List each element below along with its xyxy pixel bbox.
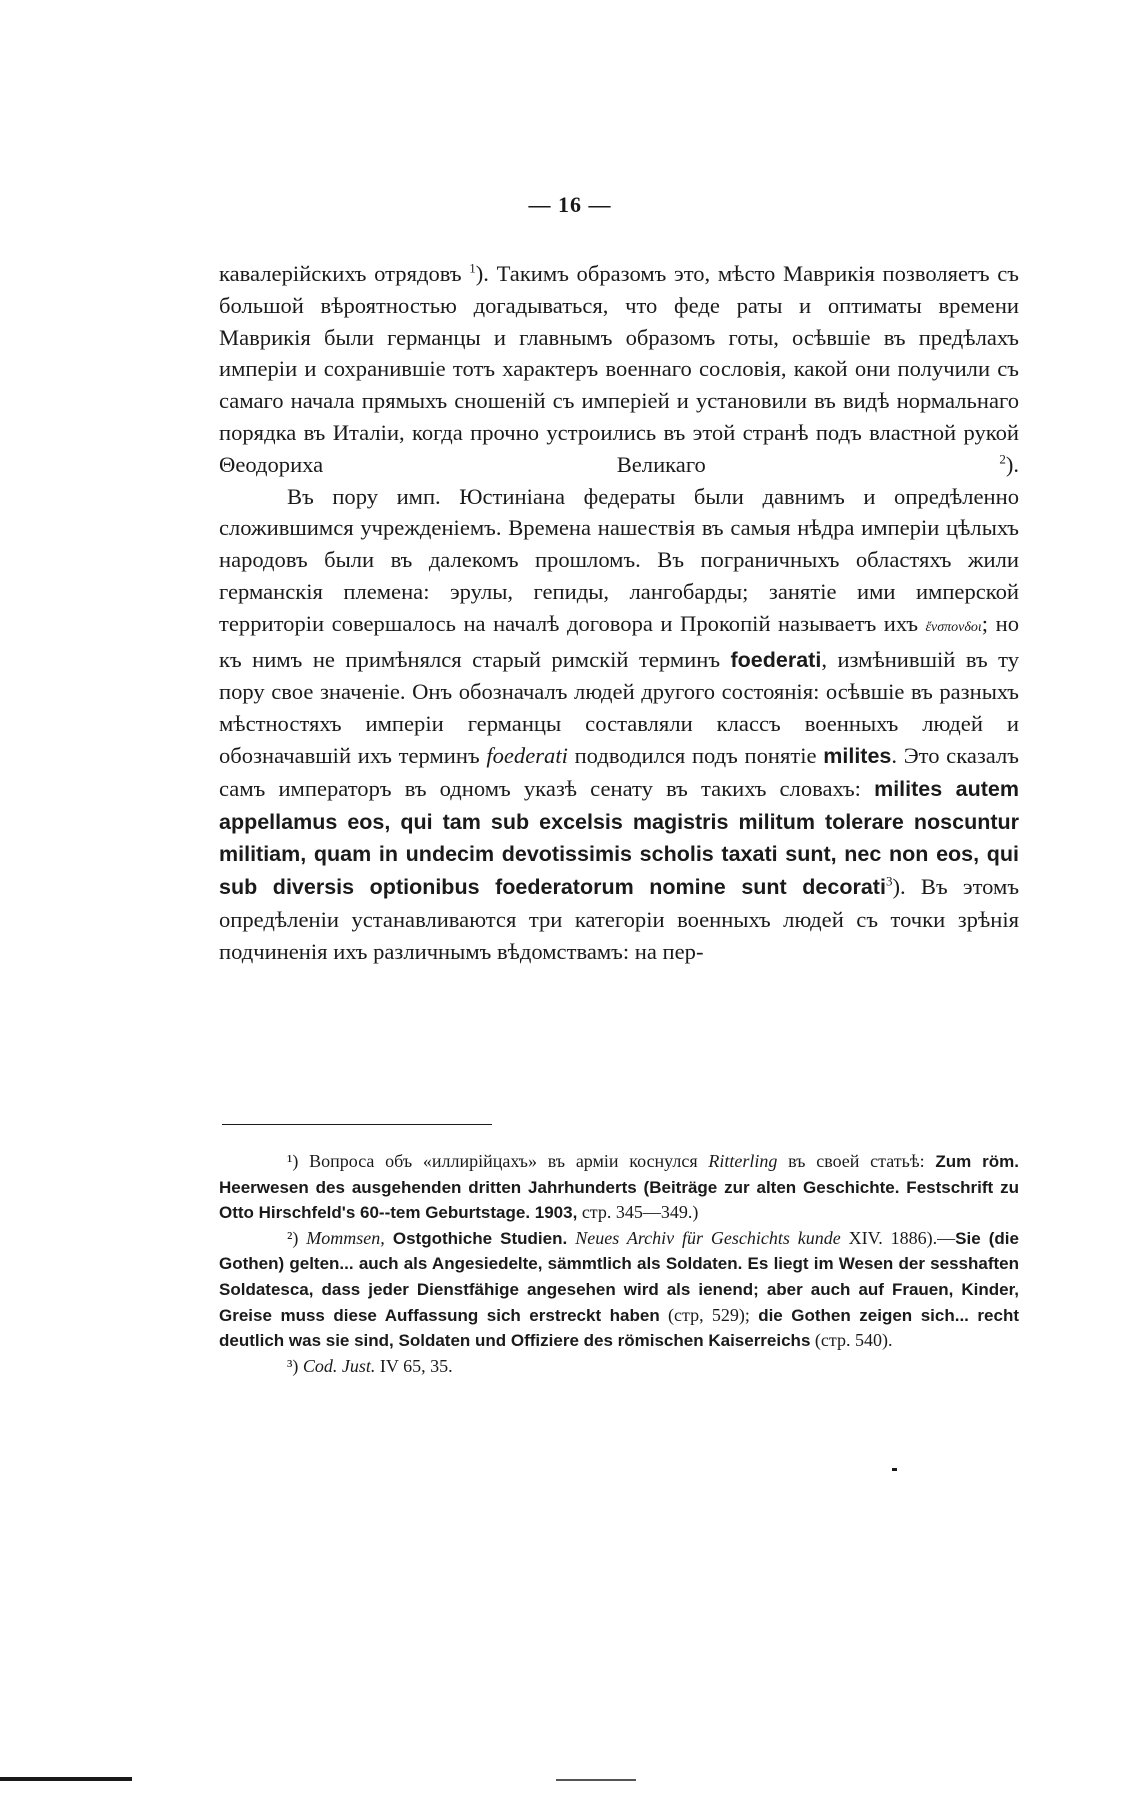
footnotes (219, 1149, 1019, 1378)
text-run: кавалерійскихъ отрядовъ (219, 261, 470, 286)
text-run: ; но къ нимъ не примѣнялся старый римскій терминъ (219, 610, 1019, 672)
text-run: ). Въ этомъ опредѣленіи устанавливаются три категоріи военныхъ людей съ точки зрѣнія подчиненія ихъ различнымъ вѣдомствамъ: на пер- (219, 874, 1020, 964)
text-run: . Это сказалъ самъ императоръ въ одномъ указѣ сенату въ такихъ словахъ: (219, 742, 1019, 801)
latin-text: Ostgothiche Studien. (384, 1228, 576, 1248)
footnote-ref: 3 (885, 873, 893, 889)
footnote-1 (219, 1149, 1019, 1226)
latin-text: Sie (die Gothen) gelten... auch als Angesiedelte, sämmtlich als Soldaten. Es liegt im Wesen der sesshaften Soldatesca, dass jeder Dienstfähige angesehen wird als ienend; aber auch auf Frauen, Kinder, Greise muss diese Auffassung sich erstreckt haben (219, 1228, 1019, 1325)
text-run: XIV. 1886).— (840, 1227, 956, 1248)
text-run: ). (1005, 451, 1019, 477)
text-run: IV 65, 35. (375, 1355, 453, 1376)
text-run: ). Такимъ образомъ это, мѣсто Маврикія позволяетъ съ большой вѣроятностью догадываться, что феде раты и оптиматы времени Маврикія были германцы и главнымъ образомъ готы, осѣвшіе въ предѣлахъ имперіи и сохранившіе тотъ характеръ военнаго сословія, какой они получили съ самаго начала прямыхъ сношеній съ имперіей и установили въ видѣ нормальнаго порядка въ Италіи, когда прочно устроились въ этой странѣ подъ властной рукой Θеодориха Великаго (219, 261, 1019, 477)
text-run: (стр, 529); (659, 1304, 759, 1325)
italic-text: foederati (486, 742, 568, 768)
text-run: Въ пору имп. Юстиніана федераты были давнимъ и опредѣленно сложившимся учрежденіемъ. Времена нашествія въ самыя нѣдра имперіи цѣлыхъ народовъ были въ далекомъ прошломъ. Въ пограничныхъ областяхъ жили германскія племена: эрулы, гепиды, лангобарды; занятіе ими имперской территоріи совершалось на началѣ договора и Прокопій называетъ ихъ (219, 483, 1019, 636)
text-run: стр. 345—349.) (577, 1202, 699, 1223)
paragraph-1 (219, 258, 1019, 481)
text-run: (стр. 540). (810, 1330, 893, 1351)
latin-text: milites autem appellamus eos, qui tam sub excelsis magistris militum tolerare noscuntur militiam, quam in undecim devotissimis scholis taxati sunt, nec non eos, qui sub diversis optionibus foederatorum nomine sunt decorati (219, 776, 1019, 900)
text-run: въ своей статьѣ: (777, 1151, 936, 1171)
paragraph-2 (219, 481, 1019, 968)
footnote-separator (222, 1124, 492, 1125)
text-run: ²) (287, 1227, 307, 1248)
latin-text: Zum röm. Heerwesen des ausgehenden dritten Jahrhunderts (Beiträge zur alten Geschichte. Festschrift zu Otto Hirschfeld's 60--tem Geburtstage. 1903, (219, 1152, 1020, 1223)
main-text (219, 258, 1019, 968)
italic-text: Cod. Just. (302, 1355, 376, 1376)
text-run: ³) (287, 1355, 303, 1376)
footnote-ref: 1 (469, 260, 476, 276)
footnote-2 (219, 1226, 1019, 1354)
page-number: — 16 — (528, 192, 612, 217)
text-run: ¹) Вопроса объ «иллирійцахъ» въ арміи коснулся (287, 1151, 709, 1171)
footnote-3 (219, 1354, 1019, 1379)
latin-text: die Gothen zeigen sich... recht deutlich was sie sind, Soldaten und Offiziere des römischen Kaiserreichs (219, 1305, 1019, 1351)
text-run: подводился подъ понятіе (567, 742, 824, 768)
footnote-ref: 2 (999, 451, 1006, 467)
latin-text: milites (823, 743, 892, 768)
text-run: , измѣнившій въ ту пору свое значеніе. Онъ обозначалъ людей другого состоянія: осѣвшіе въ разныхъ мѣстностяхъ имперіи германцы составляли классъ военныхъ людей и обозначавшій ихъ терминъ (219, 646, 1019, 768)
scan-artifact-left (0, 1777, 132, 1781)
scan-artifact-bottom (556, 1779, 636, 1781)
latin-text: foederati (730, 647, 822, 672)
italic-text: Neues Archiv für Geschichts kunde (575, 1227, 841, 1248)
italic-text: Mommsen, (306, 1227, 385, 1248)
italic-text: Ritterling (708, 1151, 778, 1171)
greek-text: ἔνσπονδοι (925, 619, 982, 635)
scan-artifact-dot (892, 1468, 897, 1471)
